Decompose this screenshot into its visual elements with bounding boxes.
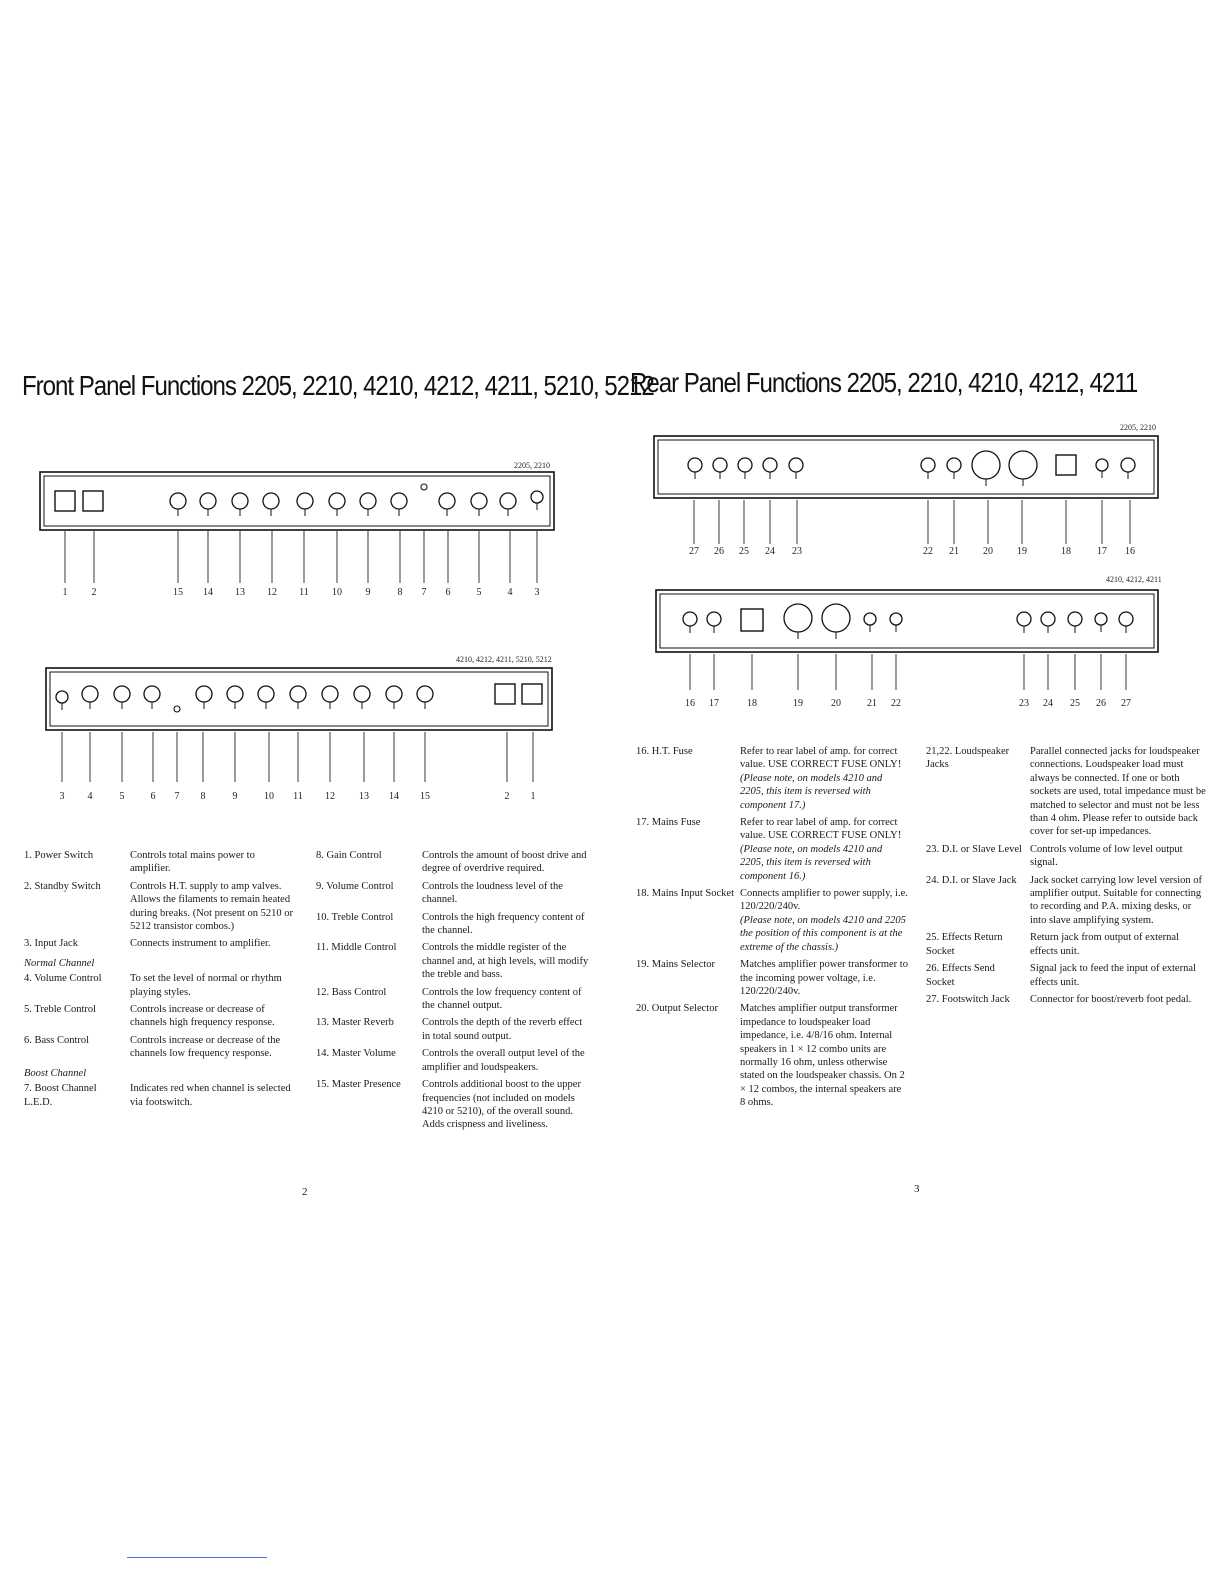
callout-number: 7 bbox=[421, 587, 427, 598]
function-entry bbox=[316, 1047, 592, 1074]
control-knob-shape bbox=[1017, 612, 1031, 626]
control-knob-shape bbox=[500, 493, 516, 509]
function-entry bbox=[636, 816, 908, 883]
control-knob-shape bbox=[738, 458, 752, 472]
callout-number: 7 bbox=[174, 791, 180, 802]
rear-functions-list-2 bbox=[926, 745, 1206, 1010]
function-label: 9. Volume Control bbox=[316, 880, 394, 892]
control-knob-shape bbox=[1095, 613, 1107, 625]
function-description: Connects instrument to amplifier. bbox=[130, 938, 271, 950]
function-note: (Please note, on models 4210 and 2205, this item is reversed with component 16.) bbox=[740, 843, 883, 882]
callout-number: 9 bbox=[365, 587, 371, 598]
function-entry bbox=[316, 986, 592, 1013]
rear-panel-diagram-a bbox=[612, 420, 1224, 570]
function-label: 3. Input Jack bbox=[24, 938, 78, 950]
function-description: Controls the overall output level of the amplifier and loudspeakers. bbox=[422, 1048, 585, 1073]
function-label: 12. Bass Control bbox=[316, 986, 387, 998]
control-knob-shape bbox=[1068, 612, 1082, 626]
function-description: Indicates red when channel is selected via footswitch. bbox=[130, 1083, 291, 1108]
callout-number: 20 bbox=[983, 546, 993, 557]
control-knob-shape bbox=[232, 493, 248, 509]
function-label: 24. D.I. or Slave Jack bbox=[926, 874, 1017, 886]
control-knob-shape bbox=[471, 493, 487, 509]
function-label: 14. Master Volume bbox=[316, 1048, 396, 1060]
callout-number: 23 bbox=[792, 546, 802, 557]
function-label: 21,22. Loudspeaker Jacks bbox=[926, 746, 1010, 771]
function-label: 19. Mains Selector bbox=[636, 959, 716, 971]
switch-shape bbox=[741, 609, 763, 631]
function-entry bbox=[316, 911, 592, 938]
switch-shape bbox=[522, 684, 542, 704]
function-description: Connects amplifier to power supply, i.e. 120/220/240v. bbox=[740, 888, 908, 913]
control-knob-shape bbox=[258, 686, 274, 702]
function-description: Return jack from output of external effects unit. bbox=[1030, 932, 1179, 957]
callout-number: 16 bbox=[685, 698, 695, 709]
callout-number: 23 bbox=[1019, 698, 1029, 709]
callout-number: 14 bbox=[389, 791, 399, 802]
function-label: 7. Boost Channel L.E.D. bbox=[24, 1083, 97, 1108]
control-knob-shape bbox=[763, 458, 777, 472]
callout-number: 12 bbox=[267, 587, 277, 598]
function-label: 23. D.I. or Slave Level bbox=[926, 843, 1022, 855]
function-description: Parallel connected jacks for loudspeaker connections. Loudspeaker load must always be connected. If one or both sockets are used, total impedance must be matched to selector and must not be less than 4 ohm. Please refer to outside back cover for set-up impedances. bbox=[1030, 746, 1206, 838]
page-number: 2 bbox=[302, 1186, 308, 1198]
callout-number: 22 bbox=[923, 546, 933, 557]
function-label: 27. Footswitch Jack bbox=[926, 993, 1010, 1005]
function-description: Controls H.T. supply to amp valves. Allows the filaments to remain heated during breaks. (Not present on 5210 or 5212 transistor combos.) bbox=[130, 880, 294, 933]
control-knob-shape bbox=[114, 686, 130, 702]
function-description: Refer to rear label of amp. for correct value. USE CORRECT FUSE ONLY! bbox=[740, 746, 902, 771]
control-knob-shape bbox=[360, 493, 376, 509]
control-knob-shape bbox=[890, 613, 902, 625]
function-description: Controls additional boost to the upper frequencies (not included on models 4210 or 5210), of the overall sound. Adds crispness and liveliness. bbox=[422, 1079, 581, 1131]
function-description: Controls the middle register of the channel and, at high levels, will modify the treble and bass. bbox=[422, 942, 589, 981]
callout-number: 16 bbox=[1125, 546, 1135, 557]
callout-number: 2 bbox=[91, 587, 97, 598]
callout-number: 10 bbox=[264, 791, 274, 802]
led-shape bbox=[174, 706, 180, 712]
control-knob-shape bbox=[864, 613, 876, 625]
switch-shape bbox=[495, 684, 515, 704]
callout-number: 1 bbox=[530, 791, 536, 802]
function-entry bbox=[926, 745, 1206, 839]
led-shape bbox=[421, 484, 427, 490]
section-heading: Boost Channel bbox=[24, 1067, 87, 1079]
control-knob-shape bbox=[82, 686, 98, 702]
function-label: 18. Mains Input Socket bbox=[636, 888, 734, 900]
front-panel-diagram-a bbox=[0, 455, 612, 605]
control-knob-shape bbox=[144, 686, 160, 702]
control-knob-shape bbox=[322, 686, 338, 702]
function-label: 15. Master Presence bbox=[316, 1079, 401, 1091]
control-knob-shape bbox=[972, 451, 1000, 479]
divider-line bbox=[127, 1557, 267, 1558]
function-label: 6. Bass Control bbox=[24, 1034, 90, 1046]
control-knob-shape bbox=[391, 493, 407, 509]
function-description: Jack socket carrying low level version of amplifier output. Suitable for connecting to recording and P.A. mixing desks, or into slave amplifying system. bbox=[1030, 874, 1203, 926]
function-description: Controls the low frequency content of the channel output. bbox=[422, 986, 582, 1012]
function-description: Controls the high frequency content of the channel. bbox=[422, 911, 585, 937]
control-knob-shape bbox=[386, 686, 402, 702]
function-entry bbox=[24, 972, 294, 999]
callout-number: 25 bbox=[739, 546, 749, 557]
function-entry bbox=[926, 993, 1206, 1006]
function-entry bbox=[636, 745, 908, 812]
callout-number: 21 bbox=[949, 546, 959, 557]
callout-number: 13 bbox=[359, 791, 369, 802]
control-knob-shape bbox=[1119, 612, 1133, 626]
function-note: (Please note, on models 4210 and 2205, this item is reversed with component 17.) bbox=[740, 772, 883, 811]
callout-number: 24 bbox=[765, 546, 775, 557]
callout-number: 19 bbox=[793, 698, 803, 709]
callout-number: 21 bbox=[867, 698, 877, 709]
function-label: 16. H.T. Fuse bbox=[636, 746, 693, 757]
control-knob-shape bbox=[1009, 451, 1037, 479]
callout-number: 26 bbox=[1096, 698, 1106, 709]
control-knob-shape bbox=[789, 458, 803, 472]
control-knob-shape bbox=[56, 691, 68, 703]
callout-number: 15 bbox=[173, 587, 183, 598]
control-knob-shape bbox=[688, 458, 702, 472]
page-number: 3 bbox=[914, 1183, 920, 1195]
front-panel-diagram-b bbox=[0, 650, 612, 800]
function-description: Controls the depth of the reverb effect in total sound output. bbox=[422, 1017, 583, 1042]
control-knob-shape bbox=[947, 458, 961, 472]
callout-number: 3 bbox=[59, 791, 65, 802]
function-description: Controls increase or decrease of the channels low frequency response. bbox=[130, 1034, 281, 1060]
callout-number: 6 bbox=[150, 791, 156, 802]
control-knob-shape bbox=[200, 493, 216, 509]
function-note: (Please note, on models 4210 and 2205 the position of this component is at the extreme of the chassis.) bbox=[740, 914, 906, 953]
callout-number: 26 bbox=[714, 546, 724, 557]
callout-number: 19 bbox=[1017, 546, 1027, 557]
function-entry bbox=[636, 887, 908, 954]
callout-number: 5 bbox=[476, 587, 482, 598]
callout-number: 17 bbox=[709, 698, 719, 709]
function-label: 11. Middle Control bbox=[316, 942, 397, 954]
function-description: Connector for boost/reverb foot pedal. bbox=[1030, 993, 1192, 1005]
callout-number: 3 bbox=[534, 587, 540, 598]
callout-number: 9 bbox=[232, 791, 238, 802]
function-label: 26. Effects Send Socket bbox=[926, 963, 995, 988]
control-knob-shape bbox=[170, 493, 186, 509]
function-description: Controls total mains power to amplifier. bbox=[130, 850, 255, 875]
control-knob-shape bbox=[822, 604, 850, 632]
function-description: Matches amplifier power transformer to the incoming power voltage, i.e. 120/220/240v. bbox=[740, 959, 908, 997]
callout-number: 20 bbox=[831, 698, 841, 709]
function-entry bbox=[316, 941, 592, 981]
switch-shape bbox=[55, 491, 75, 511]
function-label: 13. Master Reverb bbox=[316, 1017, 394, 1029]
callout-number: 5 bbox=[119, 791, 125, 802]
switch-shape bbox=[1056, 455, 1076, 475]
function-entry bbox=[926, 962, 1206, 989]
control-knob-shape bbox=[1096, 459, 1108, 471]
function-label: 5. Treble Control bbox=[24, 1004, 97, 1016]
callout-number: 24 bbox=[1043, 698, 1053, 709]
control-knob-shape bbox=[263, 493, 279, 509]
function-description: Controls the amount of boost drive and degree of overdrive required. bbox=[422, 850, 587, 875]
function-label: 4. Volume Control bbox=[24, 973, 102, 985]
callout-number: 14 bbox=[203, 587, 213, 598]
control-knob-shape bbox=[713, 458, 727, 472]
callout-number: 6 bbox=[445, 587, 451, 598]
panel-model-label: 4210, 4212, 4211 bbox=[1106, 575, 1162, 584]
callout-number: 10 bbox=[332, 587, 342, 598]
front-functions-list-2 bbox=[316, 849, 592, 1136]
rear-panel-page bbox=[612, 0, 1224, 1584]
function-label: 2. Standby Switch bbox=[24, 880, 101, 892]
function-label: 8. Gain Control bbox=[316, 850, 382, 861]
callout-number: 2 bbox=[504, 791, 510, 802]
function-description: Matches amplifier output transformer impedance to loudspeaker load impedance, i.e. 4/8/16 ohm. Internal speakers in 1 × 12 combo units are normally 16 ohm, unless otherwise stated on the loudspeaker chassis. On 2 × 12 combos, the internal speakers are 8 ohms. bbox=[740, 1003, 905, 1109]
callout-number: 27 bbox=[689, 546, 699, 557]
function-entry bbox=[24, 1003, 294, 1030]
control-knob-shape bbox=[784, 604, 812, 632]
switch-shape bbox=[83, 491, 103, 511]
function-entry bbox=[926, 843, 1206, 870]
callout-number: 1 bbox=[62, 587, 68, 598]
function-entry bbox=[24, 1034, 294, 1061]
control-knob-shape bbox=[417, 686, 433, 702]
control-knob-shape bbox=[297, 493, 313, 509]
function-entry bbox=[316, 849, 592, 876]
control-knob-shape bbox=[707, 612, 721, 626]
control-knob-shape bbox=[531, 491, 543, 503]
callout-number: 12 bbox=[325, 791, 335, 802]
control-knob-shape bbox=[683, 612, 697, 626]
control-knob-shape bbox=[354, 686, 370, 702]
panel-model-label: 4210, 4212, 4211, 5210, 5212 bbox=[456, 655, 552, 664]
callout-number: 25 bbox=[1070, 698, 1080, 709]
section-heading: Normal Channel bbox=[24, 957, 95, 969]
callout-number: 8 bbox=[397, 587, 403, 598]
callout-number: 4 bbox=[87, 791, 93, 802]
rear-panel-diagram-b bbox=[612, 572, 1224, 722]
function-entry bbox=[24, 1082, 294, 1109]
function-entry bbox=[316, 1016, 592, 1043]
function-description: Controls increase or decrease of channels high frequency response. bbox=[130, 1004, 275, 1029]
front-functions-list-1 bbox=[24, 849, 294, 1113]
control-knob-shape bbox=[1121, 458, 1135, 472]
function-label: 25. Effects Return Socket bbox=[926, 932, 1003, 957]
callout-number: 18 bbox=[1061, 546, 1071, 557]
callout-number: 15 bbox=[420, 791, 430, 802]
control-knob-shape bbox=[329, 493, 345, 509]
function-entry bbox=[24, 880, 294, 934]
function-entry bbox=[636, 1002, 908, 1109]
control-knob-shape bbox=[1041, 612, 1055, 626]
function-label: 10. Treble Control bbox=[316, 911, 394, 923]
control-knob-shape bbox=[227, 686, 243, 702]
function-entry bbox=[926, 931, 1206, 958]
function-label: 20. Output Selector bbox=[636, 1003, 718, 1015]
callout-number: 11 bbox=[299, 587, 309, 598]
panel-model-label: 2205, 2210 bbox=[1120, 423, 1156, 432]
page-title: Front Panel Functions 2205, 2210, 4210, 4212, 4211, 5210, 5212 bbox=[22, 370, 654, 401]
function-description: Signal jack to feed the input of external effects unit. bbox=[1030, 963, 1196, 988]
function-description: Controls volume of low level output signal. bbox=[1030, 843, 1183, 869]
rear-functions-list-1 bbox=[636, 745, 908, 1114]
function-label: 17. Mains Fuse bbox=[636, 817, 701, 829]
control-knob-shape bbox=[439, 493, 455, 509]
function-entry bbox=[24, 849, 294, 876]
function-description: Refer to rear label of amp. for correct value. USE CORRECT FUSE ONLY! bbox=[740, 817, 902, 842]
panel-model-label: 2205, 2210 bbox=[514, 461, 550, 470]
function-description: Controls the loudness level of the channel. bbox=[422, 880, 563, 906]
page-title: Rear Panel Functions 2205, 2210, 4210, 4212, 4211 bbox=[630, 367, 1138, 398]
callout-number: 27 bbox=[1121, 698, 1131, 709]
callout-number: 13 bbox=[235, 587, 245, 598]
function-entry bbox=[316, 880, 592, 907]
function-label: 1. Power Switch bbox=[24, 850, 94, 861]
function-entry bbox=[316, 1078, 592, 1132]
callout-number: 17 bbox=[1097, 546, 1107, 557]
function-entry bbox=[24, 937, 294, 950]
callout-number: 8 bbox=[200, 791, 206, 802]
function-description: To set the level of normal or rhythm playing styles. bbox=[130, 973, 282, 998]
control-knob-shape bbox=[196, 686, 212, 702]
function-entry bbox=[636, 958, 908, 998]
function-entry bbox=[926, 874, 1206, 928]
callout-number: 4 bbox=[507, 587, 513, 598]
control-knob-shape bbox=[290, 686, 306, 702]
control-knob-shape bbox=[921, 458, 935, 472]
callout-number: 18 bbox=[747, 698, 757, 709]
callout-number: 11 bbox=[293, 791, 303, 802]
callout-number: 22 bbox=[891, 698, 901, 709]
